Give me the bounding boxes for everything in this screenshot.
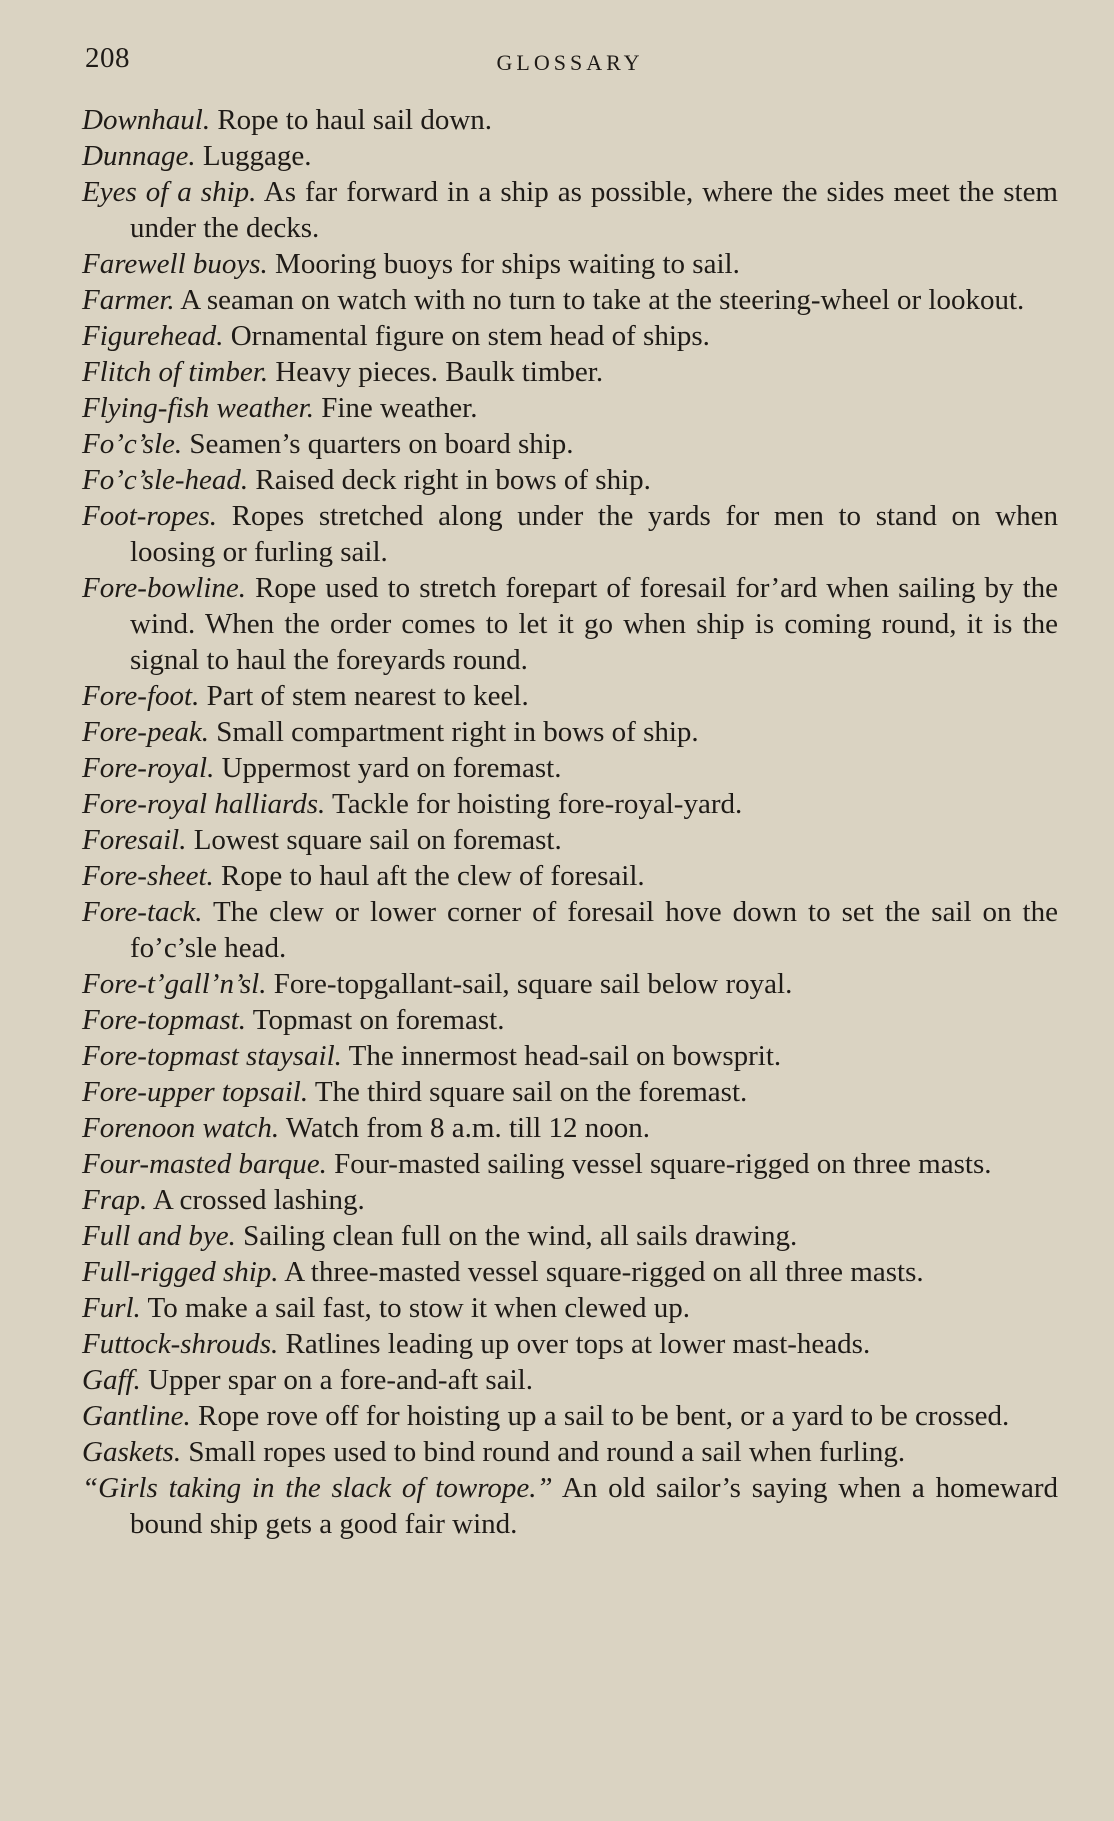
glossary-definition: Lowest square sail on foremast. xyxy=(193,824,562,856)
glossary-term: Fore-upper topsail. xyxy=(82,1076,309,1108)
glossary-term: Fore-foot. xyxy=(82,680,200,712)
glossary-term: Foot-ropes. xyxy=(82,500,218,532)
glossary-definition: Topmast on foremast. xyxy=(252,1004,505,1036)
glossary-entry xyxy=(82,102,1058,138)
glossary-entry xyxy=(82,1146,1058,1182)
glossary-entry xyxy=(82,1398,1058,1434)
glossary-term: Downhaul. xyxy=(82,104,211,136)
glossary-definition: The third square sail on the foremast. xyxy=(314,1076,748,1108)
glossary-term: Four-masted barque. xyxy=(82,1148,327,1180)
glossary-definition: The clew or lower corner of foresail hove down to set the sail on the fo’c’sle head. xyxy=(130,896,1058,964)
glossary-definition: As far forward in a ship as possible, where the sides meet the stem under the decks. xyxy=(130,176,1058,244)
glossary-entry xyxy=(82,1362,1058,1398)
glossary-term: Farmer. xyxy=(82,284,175,316)
page-header xyxy=(85,42,1055,82)
glossary-term: Fore-royal. xyxy=(82,752,215,784)
glossary-entry xyxy=(82,426,1058,462)
glossary-definition: Ropes stretched along under the yards for men to stand on when loosing or furling sail. xyxy=(130,500,1059,568)
glossary-term: Forenoon watch. xyxy=(82,1112,280,1144)
glossary-entry xyxy=(82,1110,1058,1146)
glossary-entry xyxy=(82,246,1058,282)
glossary-term: Fore-bowline. xyxy=(82,572,247,604)
glossary-term: Fore-sheet. xyxy=(82,860,214,892)
glossary-definition: Sailing clean full on the wind, all sails drawing. xyxy=(243,1220,798,1252)
glossary-entry xyxy=(82,1434,1058,1470)
running-head: GLOSSARY xyxy=(496,50,644,75)
glossary-entry xyxy=(82,1182,1058,1218)
glossary-entry xyxy=(82,318,1058,354)
glossary-term: Fore-royal halliards. xyxy=(82,788,326,820)
glossary-definition: Rope rove off for hoisting up a sail to be bent, or a yard to be crossed. xyxy=(198,1400,1010,1432)
glossary-definition: Watch from 8 a.m. till 12 noon. xyxy=(285,1112,650,1144)
glossary-term: Futtock-shrouds. xyxy=(82,1328,279,1360)
glossary-entry xyxy=(82,966,1058,1002)
glossary-definition: A seaman on watch with no turn to take at the steering-wheel or lookout. xyxy=(180,284,1025,316)
glossary-entry xyxy=(82,678,1058,714)
glossary-term: Fore-peak. xyxy=(82,716,209,748)
glossary-term: Fore-tack. xyxy=(82,896,203,928)
glossary-list xyxy=(82,102,1058,1542)
page-number: 208 xyxy=(85,42,130,74)
glossary-entry xyxy=(82,1470,1058,1542)
glossary-term: Flying-fish weather. xyxy=(82,392,314,424)
glossary-entry xyxy=(82,858,1058,894)
glossary-definition: Fore-topgallant-sail, square sail below royal. xyxy=(273,968,793,1000)
glossary-term: Full and bye. xyxy=(82,1220,236,1252)
glossary-entry xyxy=(82,390,1058,426)
glossary-definition: The innermost head-sail on bowsprit. xyxy=(348,1040,782,1072)
glossary-term: Figurehead. xyxy=(82,320,224,352)
glossary-definition: A crossed lashing. xyxy=(152,1184,365,1216)
glossary-term: Dunnage. xyxy=(82,140,196,172)
glossary-definition: Part of stem nearest to keel. xyxy=(206,680,529,712)
glossary-entry xyxy=(82,822,1058,858)
glossary-entry xyxy=(82,786,1058,822)
glossary-entry xyxy=(82,894,1058,966)
glossary-term: Eyes of a ship. xyxy=(82,176,257,208)
glossary-term: Fo’c’sle. xyxy=(82,428,183,460)
glossary-entry xyxy=(82,1002,1058,1038)
glossary-entry xyxy=(82,282,1058,318)
glossary-term: Full-rigged ship. xyxy=(82,1256,279,1288)
glossary-definition: Heavy pieces. Baulk timber. xyxy=(275,356,604,388)
glossary-entry xyxy=(82,750,1058,786)
glossary-entry xyxy=(82,1254,1058,1290)
glossary-term: Farewell buoys. xyxy=(82,248,268,280)
glossary-definition: A three-masted vessel square-rigged on all three masts. xyxy=(284,1256,924,1288)
glossary-entry xyxy=(82,570,1058,678)
glossary-entry xyxy=(82,462,1058,498)
glossary-entry xyxy=(82,1038,1058,1074)
glossary-definition: Raised deck right in bows of ship. xyxy=(255,464,651,496)
glossary-term: Gaskets. xyxy=(82,1436,182,1468)
glossary-definition: Luggage. xyxy=(202,140,312,172)
glossary-term: Frap. xyxy=(82,1184,148,1216)
glossary-entry xyxy=(82,354,1058,390)
glossary-definition: Seamen’s quarters on board ship. xyxy=(189,428,574,460)
glossary-entry xyxy=(82,1218,1058,1254)
glossary-term: Gantline. xyxy=(82,1400,191,1432)
glossary-term: Fore-topmast staysail. xyxy=(82,1040,342,1072)
glossary-entry xyxy=(82,1074,1058,1110)
glossary-entry xyxy=(82,174,1058,246)
glossary-definition: Fine weather. xyxy=(321,392,478,424)
glossary-term: Fo’c’sle-head. xyxy=(82,464,249,496)
glossary-entry xyxy=(82,498,1058,570)
glossary-term: Flitch of timber. xyxy=(82,356,269,388)
glossary-definition: Mooring buoys for ships waiting to sail. xyxy=(275,248,740,280)
glossary-definition: Ratlines leading up over tops at lower mast-heads. xyxy=(285,1328,871,1360)
glossary-term: Furl. xyxy=(82,1292,141,1324)
glossary-entry xyxy=(82,138,1058,174)
glossary-definition: Uppermost yard on foremast. xyxy=(221,752,562,784)
glossary-entry xyxy=(82,1326,1058,1362)
glossary-definition: Rope used to stretch forepart of foresail for’ard when sailing by the wind. When the order comes to let it go when ship is coming round, it is the signal to haul the foreyards round. xyxy=(130,572,1059,676)
glossary-term: Fore-topmast. xyxy=(82,1004,247,1036)
glossary-term: Fore-t’gall’n’sl. xyxy=(82,968,267,1000)
glossary-definition: An old sailor’s saying when a homeward bound ship gets a good fair wind. xyxy=(130,1472,1058,1540)
glossary-definition: Small ropes used to bind round and round a sail when furling. xyxy=(188,1436,906,1468)
glossary-definition: Ornamental figure on stem head of ships. xyxy=(230,320,710,352)
glossary-term: Foresail. xyxy=(82,824,187,856)
glossary-definition: Upper spar on a fore-and-aft sail. xyxy=(148,1364,533,1396)
glossary-definition: Small compartment right in bows of ship. xyxy=(216,716,699,748)
glossary-definition: Four-masted sailing vessel square-rigged on three masts. xyxy=(334,1148,992,1180)
glossary-definition: Rope to haul aft the clew of foresail. xyxy=(221,860,645,892)
glossary-term: Gaff. xyxy=(82,1364,141,1396)
glossary-definition: Tackle for hoisting fore-royal-yard. xyxy=(332,788,743,820)
glossary-definition: To make a sail fast, to stow it when clewed up. xyxy=(147,1292,690,1324)
glossary-definition: Rope to haul sail down. xyxy=(217,104,493,136)
glossary-entry xyxy=(82,714,1058,750)
glossary-term: “Girls taking in the slack of towrope.” xyxy=(82,1472,553,1504)
glossary-entry xyxy=(82,1290,1058,1326)
